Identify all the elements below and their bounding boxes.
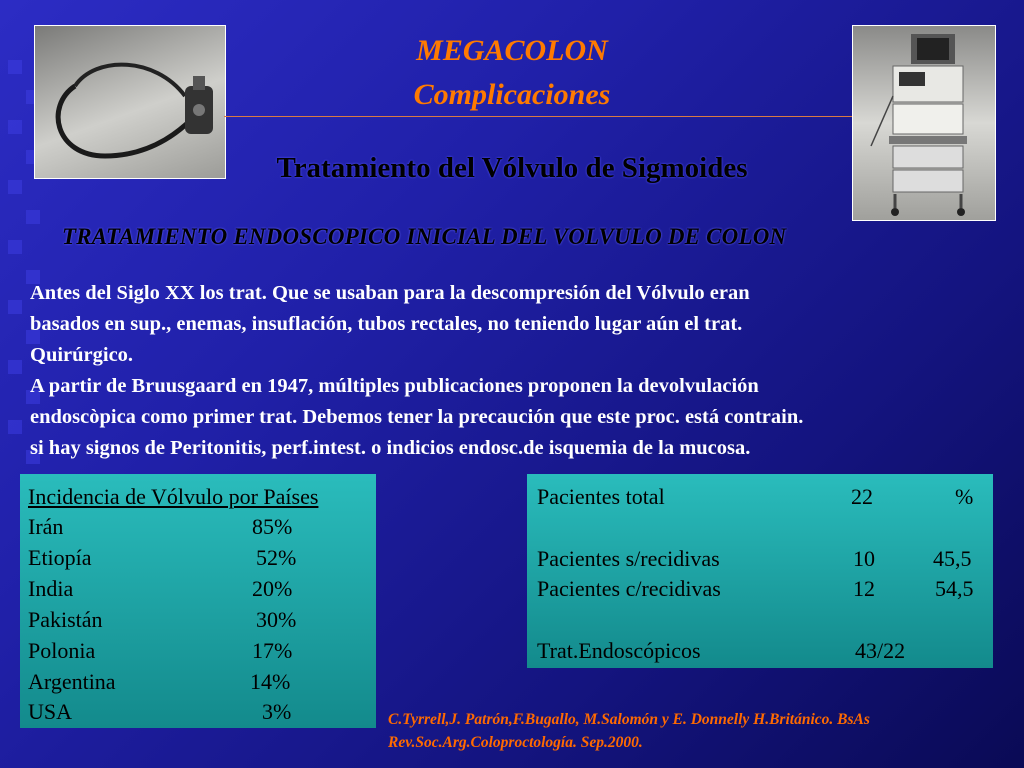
country-value: 20%	[252, 576, 293, 601]
country-label: Argentina	[28, 669, 116, 694]
patients-sin-pct: 45,5	[933, 546, 972, 571]
country-value: 30%	[256, 607, 297, 632]
patients-con-label: Pacientes c/recidivas	[537, 576, 721, 601]
patients-con-n: 12	[853, 576, 875, 601]
body-line: si hay signos de Peritonitis, perf.intest. o indicios endosc.de isquemia de la mucosa.	[30, 437, 751, 459]
citation-line: C.Tyrrell,J. Patrón,F.Bugallo, M.Salomón y E. Donnelly H.Británico. BsAs	[388, 711, 870, 728]
patients-con-pct: 54,5	[935, 576, 974, 601]
patients-sin-label: Pacientes s/recidivas	[537, 546, 720, 571]
endoscopic-label: Trat.Endoscópicos	[537, 638, 701, 663]
citation-line: Rev.Soc.Arg.Coloproctología. Sep.2000.	[388, 734, 643, 751]
patients-total-n: 22	[851, 484, 873, 509]
patients-total-label: Pacientes total	[537, 484, 665, 509]
country-value: 52%	[256, 545, 297, 570]
body-line: Antes del Siglo XX los trat. Que se usaban para la descompresión del Vólvulo eran	[30, 282, 750, 304]
country-label: USA	[28, 699, 73, 724]
slide-title: MEGACOLON	[416, 34, 608, 67]
citation	[388, 708, 870, 754]
patients-table	[527, 474, 993, 668]
content-heading: TRATAMIENTO ENDOSCOPICO INICIAL DEL VOLVULO DE COLON	[62, 224, 787, 249]
slide-title-subtitle: Complicaciones	[413, 78, 611, 111]
body-line: Quirúrgico.	[30, 344, 134, 366]
incidence-header: Incidencia de Vólvulo por Países	[28, 484, 319, 509]
country-label: Pakistán	[28, 607, 103, 632]
title-divider	[224, 116, 852, 117]
endoscopic-value: 43/22	[855, 638, 906, 663]
body-paragraph	[30, 278, 1005, 464]
country-value: 3%	[262, 699, 292, 724]
country-value: 17%	[252, 638, 293, 663]
incidence-table	[20, 474, 376, 728]
country-label: Polonia	[28, 638, 96, 663]
body-line: A partir de Bruusgaard en 1947, múltiples publicaciones proponen la devolvulación	[30, 375, 759, 397]
body-line: endoscòpica como primer trat. Debemos tener la precaución que este proc. está contrain.	[30, 406, 804, 428]
patients-total-pct: %	[955, 484, 974, 509]
section-title: Tratamiento del Vólvulo de Sigmoides	[276, 152, 748, 184]
country-label: India	[28, 576, 74, 601]
body-line: basados en sup., enemas, insuflación, tubos rectales, no teniendo lugar aún el trat.	[30, 313, 743, 335]
country-label: Etiopía	[28, 545, 92, 570]
country-value: 14%	[250, 669, 291, 694]
country-value: 85%	[252, 514, 293, 539]
country-label: Irán	[28, 514, 64, 539]
patients-sin-n: 10	[853, 546, 875, 571]
